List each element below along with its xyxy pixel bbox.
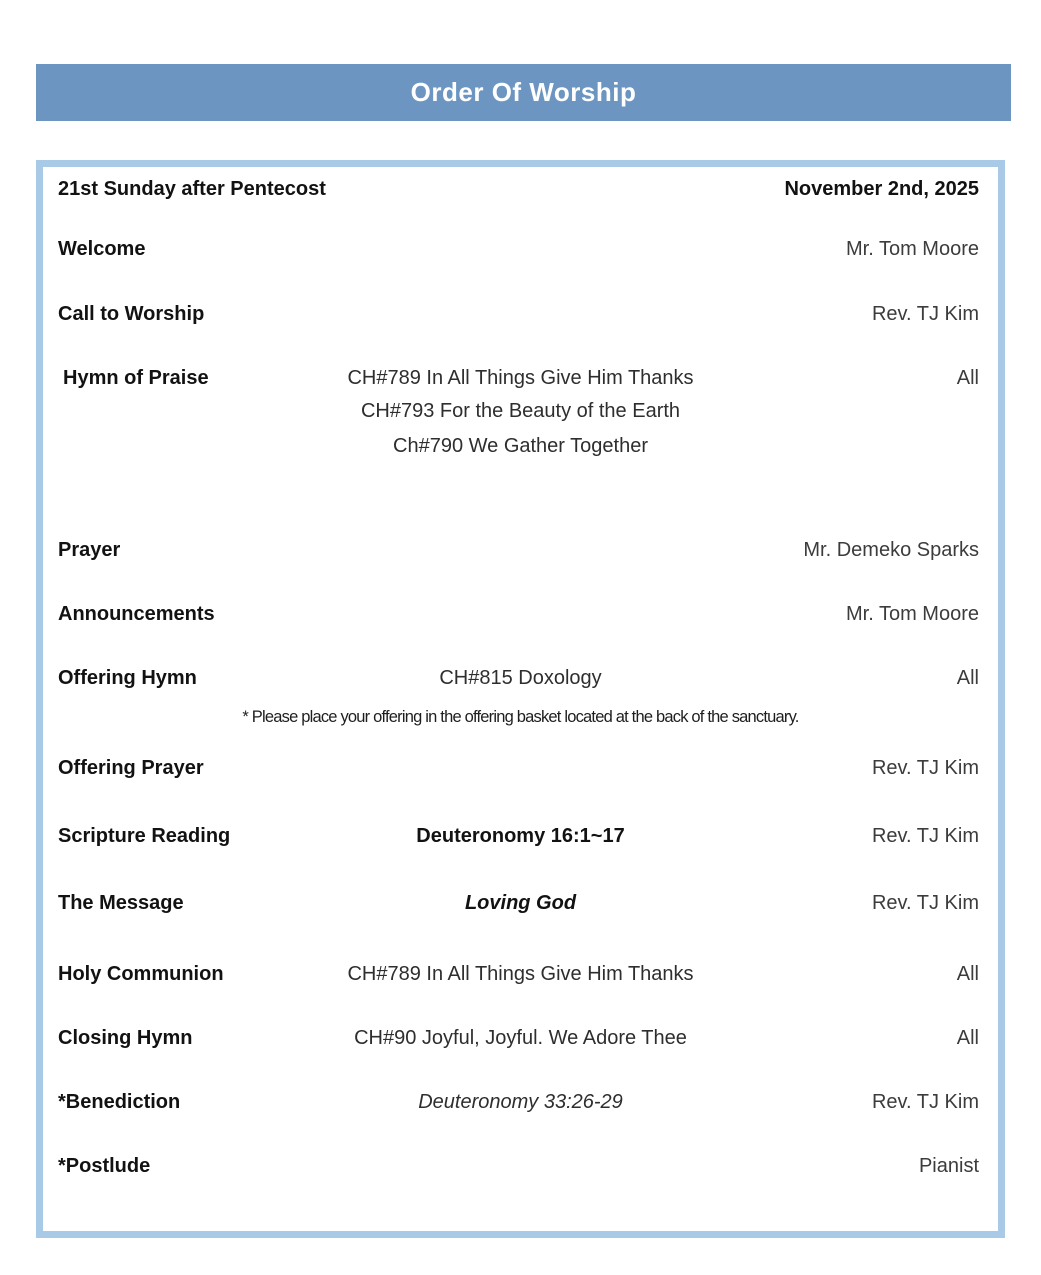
row-call-to-worship bbox=[43, 303, 998, 333]
order-of-worship-banner bbox=[36, 64, 1011, 121]
row-announcements bbox=[43, 603, 998, 633]
item-person: Rev. TJ Kim bbox=[871, 1091, 979, 1113]
item-label: Hymn of Praise bbox=[63, 367, 209, 389]
item-label: The Message bbox=[58, 892, 184, 914]
item-label: Holy Communion bbox=[58, 963, 224, 985]
row-benediction bbox=[43, 1091, 998, 1121]
row-scripture-reading bbox=[43, 825, 998, 855]
row-closing-hymn bbox=[43, 1027, 998, 1057]
item-person: Rev. TJ Kim bbox=[871, 757, 979, 779]
row-the-message bbox=[43, 892, 998, 922]
page-title: Order Of Worship bbox=[410, 77, 637, 107]
row-occasion-date bbox=[43, 178, 998, 208]
item-label: *Postlude bbox=[58, 1155, 151, 1177]
row-offering-prayer bbox=[43, 757, 998, 787]
hymn-title: CH#789 In All Things Give Him Thanks bbox=[347, 367, 694, 389]
scripture-reference: Deuteronomy 33:26-29 bbox=[418, 1091, 623, 1113]
row-prayer bbox=[43, 539, 998, 569]
item-label: Closing Hymn bbox=[58, 1027, 193, 1049]
item-label: Announcements bbox=[58, 603, 215, 625]
item-person: All bbox=[956, 667, 979, 689]
row-hymn-of-praise-3 bbox=[43, 435, 998, 465]
row-offering-note bbox=[43, 708, 998, 738]
row-holy-communion bbox=[43, 963, 998, 993]
hymn-title: CH#815 Doxology bbox=[439, 667, 602, 689]
item-person: Rev. TJ Kim bbox=[871, 303, 979, 325]
item-label: *Benediction bbox=[58, 1091, 181, 1113]
scripture-reference: Deuteronomy 16:1~17 bbox=[416, 825, 625, 847]
service-date: November 2nd, 2025 bbox=[784, 178, 979, 200]
order-of-worship-box bbox=[36, 160, 1005, 1238]
item-label: Welcome bbox=[58, 238, 146, 260]
item-person: Rev. TJ Kim bbox=[871, 825, 979, 847]
item-person: Pianist bbox=[918, 1155, 979, 1177]
item-label: Scripture Reading bbox=[58, 825, 231, 847]
row-offering-hymn bbox=[43, 667, 998, 697]
hymn-title: Ch#790 We Gather Together bbox=[393, 435, 648, 457]
occasion-label: 21st Sunday after Pentecost bbox=[58, 178, 326, 200]
row-welcome bbox=[43, 238, 998, 268]
item-label: Prayer bbox=[58, 539, 121, 561]
order-of-worship-list bbox=[43, 167, 998, 1231]
hymn-title: CH#789 In All Things Give Him Thanks bbox=[347, 963, 694, 985]
row-postlude bbox=[43, 1155, 998, 1185]
item-person: Mr. Demeko Sparks bbox=[803, 539, 979, 561]
item-label: Offering Prayer bbox=[58, 757, 204, 779]
hymn-title: CH#793 For the Beauty of the Earth bbox=[360, 400, 681, 422]
item-person: All bbox=[956, 1027, 979, 1049]
hymn-title: CH#90 Joyful, Joyful. We Adore Thee bbox=[354, 1027, 687, 1049]
item-person: All bbox=[956, 367, 979, 389]
sermon-title: Loving God bbox=[464, 892, 577, 914]
item-person: Mr. Tom Moore bbox=[846, 603, 979, 625]
item-person: All bbox=[956, 963, 979, 985]
item-person: Mr. Tom Moore bbox=[846, 238, 979, 260]
item-person: Rev. TJ Kim bbox=[871, 892, 979, 914]
row-hymn-of-praise bbox=[43, 367, 998, 397]
row-hymn-of-praise-2 bbox=[43, 400, 998, 430]
item-label: Call to Worship bbox=[58, 303, 205, 325]
item-label: Offering Hymn bbox=[58, 667, 197, 689]
offering-note: * Please place your offering in the offering basket located at the back of the sanctuary. bbox=[242, 708, 799, 726]
